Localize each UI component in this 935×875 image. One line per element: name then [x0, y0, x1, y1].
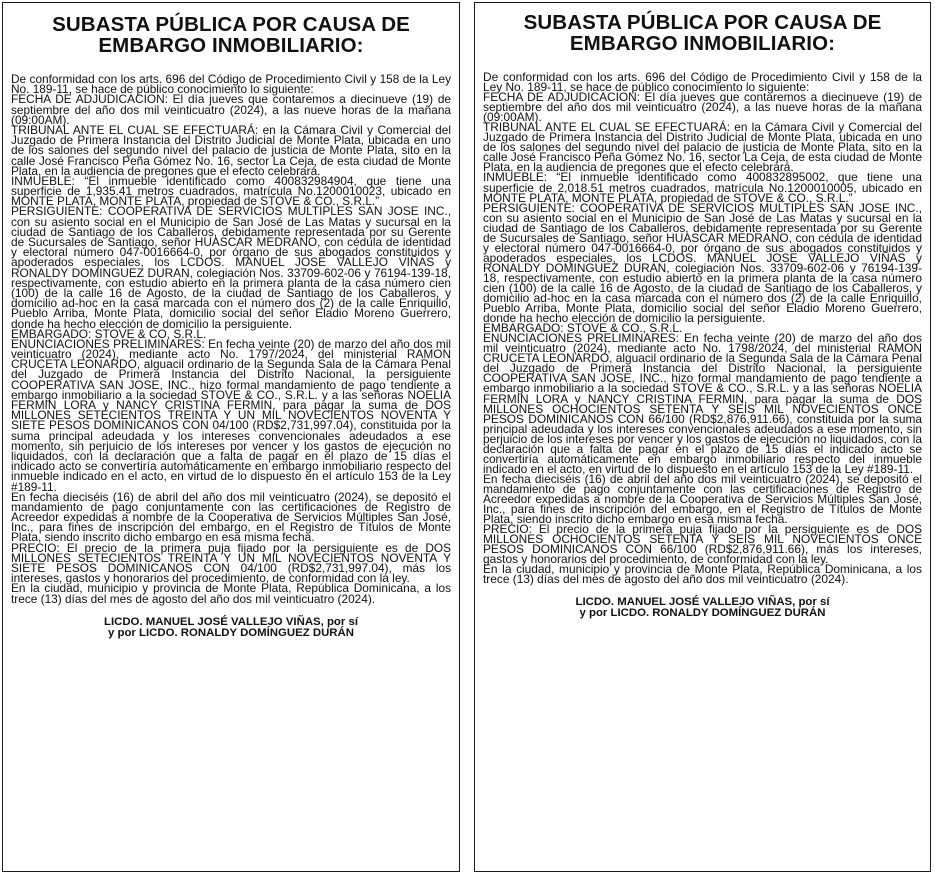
seized-party-paragraph: EMBARGADO: STOVE & CO., S.R.L. — [483, 321, 683, 336]
signature-line: LICDO. MANUEL JOSÉ VALLEJO VIÑAS, por sí — [575, 596, 830, 609]
signature-block — [11, 617, 451, 639]
closing-paragraph: En la ciudad, municipio y provincia de Monte Plata, República Dominicana, a los trece (13) días del mes de agosto del año dos mil veinticuatro (2024). — [11, 581, 451, 606]
property-paragraph: INMUEBLE: “El inmueble identificado como 400832895002, que tiene una superficie de 2,018.51 metros cuadrados, matrícula No.1200010005, ubicado en MONTE PLATA, MONTE PLATA, propiedad de STOVE & CO., S.R.L.” — [483, 170, 922, 205]
property-paragraph: INMUEBLE: “El inmueble identificado como 400832984904, que tiene una superficie de 1,935.41 metros cuadrados, matrícula No.1200010023, ubicado en MONTE PLATA, MONTE PLATA, propiedad de STOVE & CO., S.R.L.” — [11, 173, 451, 209]
adjudication-date-paragraph: FECHA DE ADJUDICACION: El día jueves que contaremos a diecinueve (19) de septiembre del año dos mil veinticuatro (2024), a las nueve horas de la mañana (09:00AM). — [11, 92, 451, 127]
notice-body — [11, 74, 451, 604]
pursuer-paragraph: PERSIGUIENTE: COOPERATIVA DE SERVICIOS MULTIPLES SAN JOSE INC., con su asiento social en el Municipio de San José de Las Matas y sucursal en la ciudad de Santiago de los Caballeros, debidamente representada por su Gerente de Sucursales de Santiago, señor HUASCAR MEDRANO, con cédula de identidad y electoral número 047-0016664-0, por órgano de sus abogados constituidos y apoderados especiales, los LCDOS. MANUEL JOSE VALLEJO VIÑAS y RONALDY DOMINGUEZ DURAN, colegiación Nos. 33709-602-06 y 76194-139-18, respectivamente, con estudio abierto en la primera planta de la casa número cien (100) de la calle 16 de Agosto, de la ciudad de Santiago de los Caballeros, y domicilio ad-hoc en la casa marcada con el número dos (2) de la calle Enriquillo, Pueblo Arriba, Monte Plata, domicilio social del señor Eladio Moreno Guerrero, donde ha hecho elección de domicilio la persiguiente. — [483, 200, 922, 326]
preliminary-statements-paragraph: ENUNCIACIONES PRELIMINARES: En fecha veinte (20) de marzo del año dos mil veinticuatro (2024), mediante acto No. 1798/2024, del ministerial RAMON CRUCETA LEONARDO, alguacil ordinario de la Segunda Sala de la Cámara Penal del Juzgado de Primera Instancia del Distrito Nacional, la persiguiente COOPERATIVA SAN JOSE, INC., hizo formal mandamiento de pago tendiente a embargo inmobiliario a la sociedad STOVE & CO., S.R.L. y a las señoras NOELIA FERMIN LORA y NANCY CRISTINA FERMIN, para pagar la suma de DOS MILLONES OCHOCIENTOS SETENTA Y SEIS MIL NOVECIENTOS ONCE PESOS DOMINICANOS CON 66/100 (RD$2,876,911.66), constituida por la suma principal adeudada y los intereses convencionales adeudados a ese momento, sin perjuicio de los intereses por vencer y los gastos de ejecución no liquidados, con la declaración que a falta de pagar en el plazo de 15 días el indicado acto se convertiría automáticamente en embargo inmobiliario respecto del inmueble indicado en el acto, en virtud de lo dispuesto en el artículo 153 de la Ley #189-11. — [483, 331, 922, 476]
seized-party-paragraph: EMBARGADO: STOVE & CO, S.R.L. — [11, 326, 207, 341]
signature-block — [483, 597, 922, 619]
tribunal-paragraph: TRIBUNAL ANTE EL CUAL SE EFECTUARÁ: en la Cámara Civil y Comercial del Juzgado de Primera Instancia del Distrito Judicial de Monte Plata, ubicada en uno de los salones del segundo nivel del palacio de justicia de Monte Plata, sito en la calle José Francisco Peña Gómez No. 16, sector La Ceja, de esta ciudad de Monte Plata, en la audiencia de pregones que el efecto celebrará. — [11, 122, 451, 178]
deposit-paragraph: En fecha dieciséis (16) de abril del año dos mil veinticuatro (2024), se depositó el mandamiento de pago conjuntamente con las certificaciones de Registro de Acreedor expedidas a nombre de la Cooperativa de Servicios Múltiples San José, Inc., para fines de inscripción del embargo, en el Registro de Títulos de Monte Plata, siendo inscrito dicho embargo en esa misma fecha. — [483, 471, 922, 527]
preliminary-statements-paragraph: ENUNCIACIONES PRELIMINARES: En fecha veinte (20) de marzo del año dos mil veinticuatro (2024), mediante acto No. 1797/2024, del ministerial RAMON CRUCETA LEONARDO, alguacil ordinario de la Segunda Sala de la Cámara Penal del Juzgado de Primera Instancia del Distrito Nacional, la persiguiente COOPERATIVA SAN JOSE, INC., hizo formal mandamiento de pago tendiente a embargo inmobiliario a la sociedad STOVE & CO., S.R.L. y a las señoras NOELIA FERMIN LORA y NANCY CRISTINA FERMIN, para pagar la suma de DOS MILLONES SETECIENTOS TREINTA Y UN MIL NOVECIENTOS NOVENTA Y SIETE PESOS DOMINICANOS CON 04/100 (RD$2,731,997.04), constituida por la suma principal adeudada y los intereses convencionales adeudados a ese momento, sin perjuicio de los intereses por vencer y los gastos de ejecución no liquidados, con la declaración que a falta de pagar en el plazo de 15 días el indicado acto se convertiría automáticamente en embargo inmobiliario respecto del inmueble indicado en el acto, en virtud de lo dispuesto en el artículo 153 de la Ley #189-11. — [11, 336, 451, 494]
price-paragraph: PRECIO: El precio de la primera puja fijado por la persiguiente es de DOS MILLONES SETECIENTOS TREINTA Y UN MIL NOVECIENTOS NOVENTA Y SIETE PESOS DOMINICANOS CON 04/100 (RD$2,731,997.04), más los intereses, gastos y honorarios del procedimiento, de conformidad con la ley. — [11, 540, 451, 586]
signature-line: y por LICDO. RONALDY DOMÍNGUEZ DURÁN — [579, 607, 826, 620]
price-paragraph: PRECIO: El precio de la primera puja fijado por la persiguiente es de DOS MILLONES OCHOCIENTOS SETENTA Y SEIS MIL NOVECIENTOS ONCE PESOS DOMINICANOS CON 66/100 (RD$2,876,911.66), más los intereses, gastos y honorarios del procedimiento, de conformidad con la ley. — [483, 522, 922, 567]
adjudication-date-paragraph: FECHA DE ADJUDICACION: El día jueves que contaremos a diecinueve (19) de septiembre del año dos mil veinticuatro (2024), a las nueve horas de la mañana (09:00AM). — [483, 90, 922, 125]
signature-line: y por LICDO. RONALDY DOMÍNGUEZ DURÁN — [108, 626, 354, 639]
auction-notice-left — [2, 2, 460, 872]
notice-title: SUBASTA PÚBLICA POR CAUSA DE EMBARGO INMOBILIARIO: — [52, 13, 410, 57]
auction-notice-right — [474, 2, 931, 872]
notice-body — [483, 70, 922, 587]
tribunal-paragraph: TRIBUNAL ANTE EL CUAL SE EFECTUARÁ: en la Cámara Civil y Comercial del Juzgado de Primera Instancia del Distrito Judicial de Monte Plata, ubicada en uno de los salones del segundo nivel del palacio de justicia de Monte Plata, sito en la calle José Francisco Peña Gómez No. 16, sector La Ceja, de esta ciudad de Monte Plata, en la audiencia de pregones que el efecto celebrará. — [483, 120, 922, 175]
notice-title: SUBASTA PÚBLICA POR CAUSA DE EMBARGO INMOBILIARIO: — [523, 11, 882, 55]
intro-paragraph: De conformidad con los arts. 696 del Código de Procedimiento Civil y 158 de la Ley No. 189-11, se hace de público conocimiento lo siguiente: — [483, 70, 922, 95]
intro-paragraph: De conformidad con los arts. 696 del Código de Procedimiento Civil y 158 de la Ley No. 189-11, se hace de público conocimiento lo siguiente: — [11, 72, 451, 97]
pursuer-paragraph: PERSIGUIENTE: COOPERATIVA DE SERVICIOS MULTIPLES SAN JOSE INC., con su asiento social en el Municipio de San José de Las Matas y sucursal en la ciudad de Santiago de los Caballeros, debidamente representada por su Gerente de Sucursales de Santiago, señor HUASCAR MEDRANO, con cédula de identidad y electoral número 047-0016664-0, por órgano de sus abogados constituidos y apoderados especiales, los LCDOS. MANUEL JOSE VALLEJO VIÑAS y RONALDY DOMINGUEZ DURAN, colegiación Nos. 33709-602-06 y 76194-139-18, respectivamente, con estudio abierto en la primera planta de la casa número cien (100) de la calle 16 de Agosto, de la ciudad de Santiago de los Caballeros, y domicilio ad-hoc en la casa marcada con el número dos (2) de la calle Enriquillo, Pueblo Arriba, Monte Plata, domicilio social del señor Eladio Moreno Guerrero, donde ha hecho elección de domicilio la persiguiente. — [11, 204, 451, 331]
closing-paragraph: En la ciudad, municipio y provincia de Monte Plata, República Dominicana, a los trece (13) días del mes de agosto del año dos mil veinticuatro (2024). — [483, 562, 922, 587]
deposit-paragraph: En fecha dieciséis (16) de abril del año dos mil veinticuatro (2024), se depositó el mandamiento de pago conjuntamente con las certificaciones de Registro de Acreedor expedidas a nombre de la Cooperativa de Servicios Múltiples San José, Inc., para fines de inscripción del embargo, en el Registro de Títulos de Monte Plata, siendo inscrito dicho embargo en esa misma fecha. — [11, 489, 451, 545]
signature-line: LICDO. MANUEL JOSÉ VALLEJO VIÑAS, por sí — [103, 615, 358, 628]
